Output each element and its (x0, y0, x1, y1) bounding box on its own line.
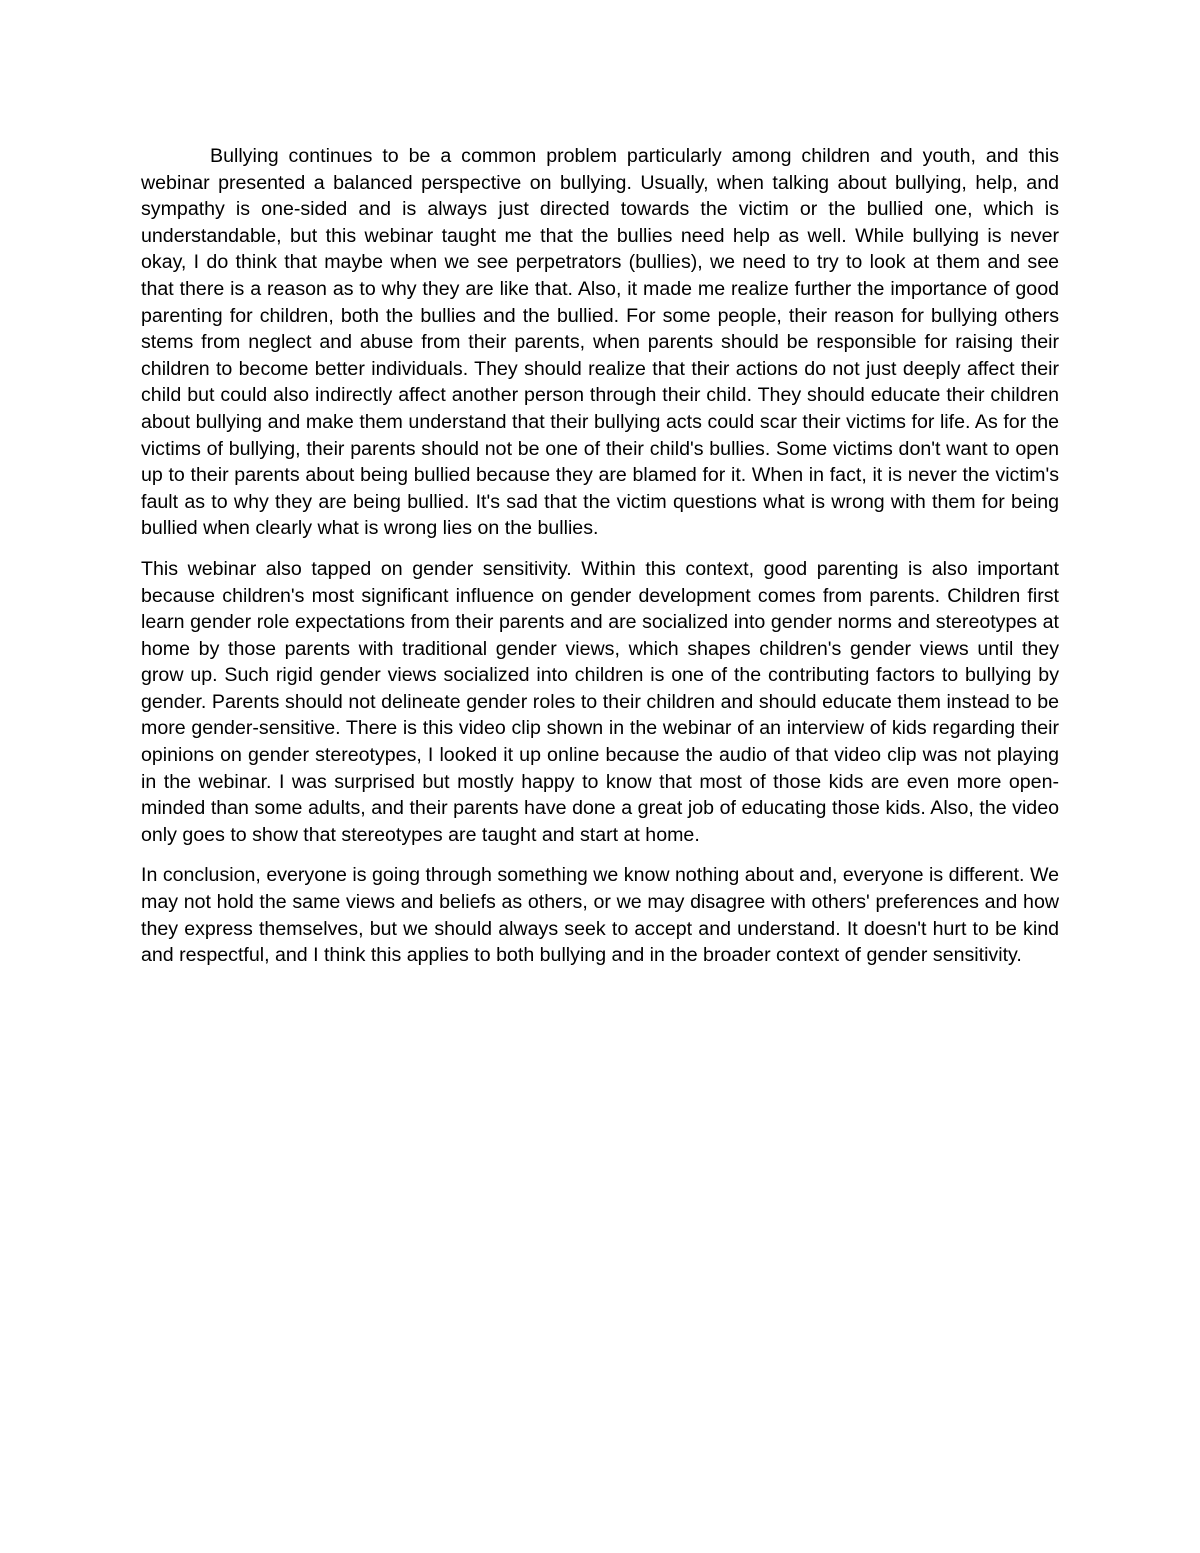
paragraph-gender-sensitivity: This webinar also tapped on gender sensitivity. Within this context, good parenting is also important because children's most significant influence on gender development comes from parents. Children first learn gender role expectations from their parents and are socialized into gender norms and stereotypes at home by those parents with traditional gender views, which shapes children's gender views until they grow up. Such rigid gender views socialized into children is one of the contributing factors to bullying by gender. Parents should not delineate gender roles to their children and should educate them instead to be more gender-sensitive. There is this video clip shown in the webinar of an interview of kids regarding their opinions on gender stereotypes, I looked it up online because the audio of that video clip was not playing in the webinar. I was surprised but mostly happy to know that most of those kids are even more open-minded than some adults, and their parents have done a great job of educating those kids. Also, the video only goes to show that stereotypes are taught and start at home. (141, 557, 1059, 846)
paragraph-conclusion: In conclusion, everyone is going through something we know nothing about and, everyone is different. We may not hold the same views and beliefs as others, or we may disagree with others' preferences and how they express themselves, but we should always seek to accept and understand. It doesn't hurt to be kind and respectful, and I think this applies to both bullying and in the broader context of gender sensitivity. (141, 864, 1059, 967)
paragraph-bullying: Bullying continues to be a common problem particularly among children and youth, and this webinar presented a balanced perspective on bullying. Usually, when talking about bullying, help, and sympathy is one-sided and is always just directed towards the victim or the bullied one, which is understandable, but this webinar taught me that the bullies need help as well. While bullying is never okay, I do think that maybe when we see perpetrators (bullies), we need to try to look at them and see that there is a reason as to why they are like that. Also, it made me realize further the importance of good parenting for children, both the bullies and the bullied. For some people, their reason for bullying others stems from neglect and abuse from their parents, when parents should be responsible for raising their children to become better individuals. They should realize that their actions do not just deeply affect their child but could also indirectly affect another person through their child. They should educate their children about bullying and make them understand that their bullying acts could scar their victims for life. As for the victims of bullying, their parents should not be one of their child's bullies. Some victims don't want to open up to their parents about being bullied because they are blamed for it. When in fact, it is never the victim's fault as to why they are being bullied. It's sad that the victim questions what is wrong with them for being bullied when clearly what is wrong lies on the bullies. (141, 145, 1059, 540)
document-body (141, 143, 1059, 983)
